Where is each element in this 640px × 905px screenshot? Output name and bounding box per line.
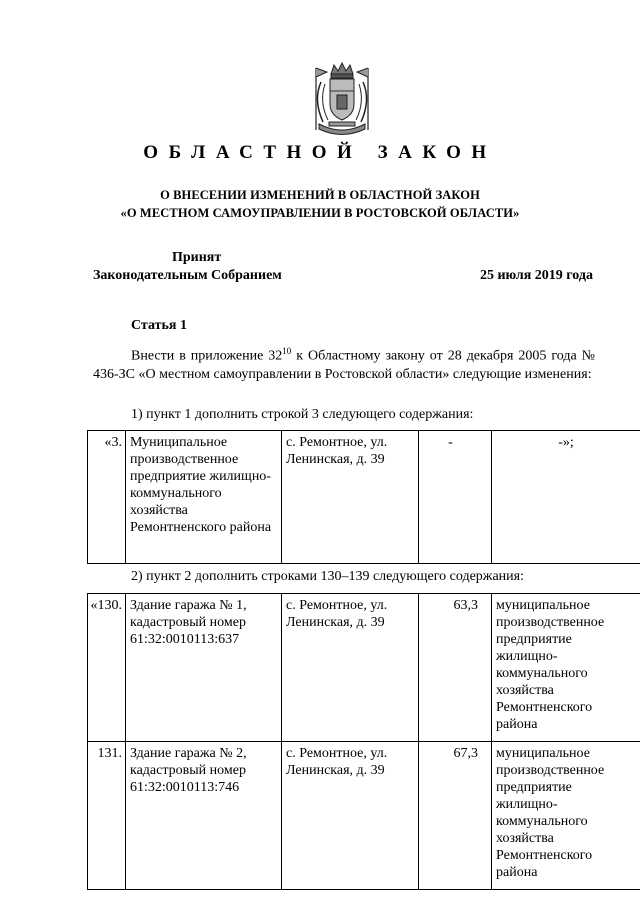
law-subtitle-line1: О ВНЕСЕНИИ ИЗМЕНЕНИЙ В ОБЛАСТНОЙ ЗАКОН (160, 188, 480, 202)
row-number-cell: «130. (88, 594, 126, 742)
address-cell: с. Ремонтное, ул. Ленинская, д. 39 (282, 742, 419, 890)
adopted-date: 25 июля 2019 года (479, 268, 593, 283)
holder-cell: муниципальное производственное предприятие жилищно-коммунального хозяйства Ремонтненского района (492, 742, 640, 890)
article-heading: Статья 1 (131, 318, 187, 333)
law-title: ОБЛАСТНОЙ ЗАКОН (143, 142, 497, 163)
address-cell: с. Ремонтное, ул. Ленинская, д. 39 (282, 431, 419, 564)
adopted-by: Законодательным Собранием (93, 268, 282, 283)
point1-paragraph (93, 406, 595, 424)
table-row (88, 742, 640, 890)
amendment-table-1 (87, 430, 640, 564)
point2-paragraph (93, 568, 595, 586)
area-cell: 63,3 (419, 594, 492, 742)
area-cell: 67,3 (419, 742, 492, 890)
object-name-cell: Здание гаража № 2, кадастровый номер 61:32:0010113:746 (126, 742, 282, 890)
table-row (88, 431, 640, 564)
coat-of-arms-icon (311, 60, 373, 138)
intro-text-part2: к Областному закону от 28 декабря 2005 года № 436-ЗС «О местном самоуправлении в Ростовской области» следующие изменения: (93, 348, 595, 382)
holder-cell: -»; (492, 431, 640, 564)
intro-text-part1: Внести в приложение 32 (131, 348, 283, 364)
intro-superscript: 10 (282, 346, 292, 356)
point1-text: 1) пункт 1 дополнить строкой 3 следующего содержания: (131, 407, 474, 422)
area-cell: - (419, 431, 492, 564)
row-number-cell: 131. (88, 742, 126, 890)
amendment-table-2 (87, 593, 640, 890)
row-number-cell: «3. (88, 431, 126, 564)
table-row (88, 594, 640, 742)
holder-cell: муниципальное производственное предприятие жилищно-коммунального хозяйства Ремонтненского района (492, 594, 640, 742)
law-subtitle-line2: «О МЕСТНОМ САМОУПРАВЛЕНИИ В РОСТОВСКОЙ ОБЛАСТИ» (120, 206, 520, 220)
point2-text: 2) пункт 2 дополнить строками 130–139 следующего содержания: (131, 569, 524, 584)
object-name-cell: Здание гаража № 1, кадастровый номер 61:32:0010113:637 (126, 594, 282, 742)
address-cell: с. Ремонтное, ул. Ленинская, д. 39 (282, 594, 419, 742)
adopted-label: Принят (172, 250, 222, 265)
article-intro-paragraph (93, 342, 595, 384)
object-name-cell: Муниципальное производственное предприятие жилищно-коммунального хозяйства Ремонтненского района (126, 431, 282, 564)
